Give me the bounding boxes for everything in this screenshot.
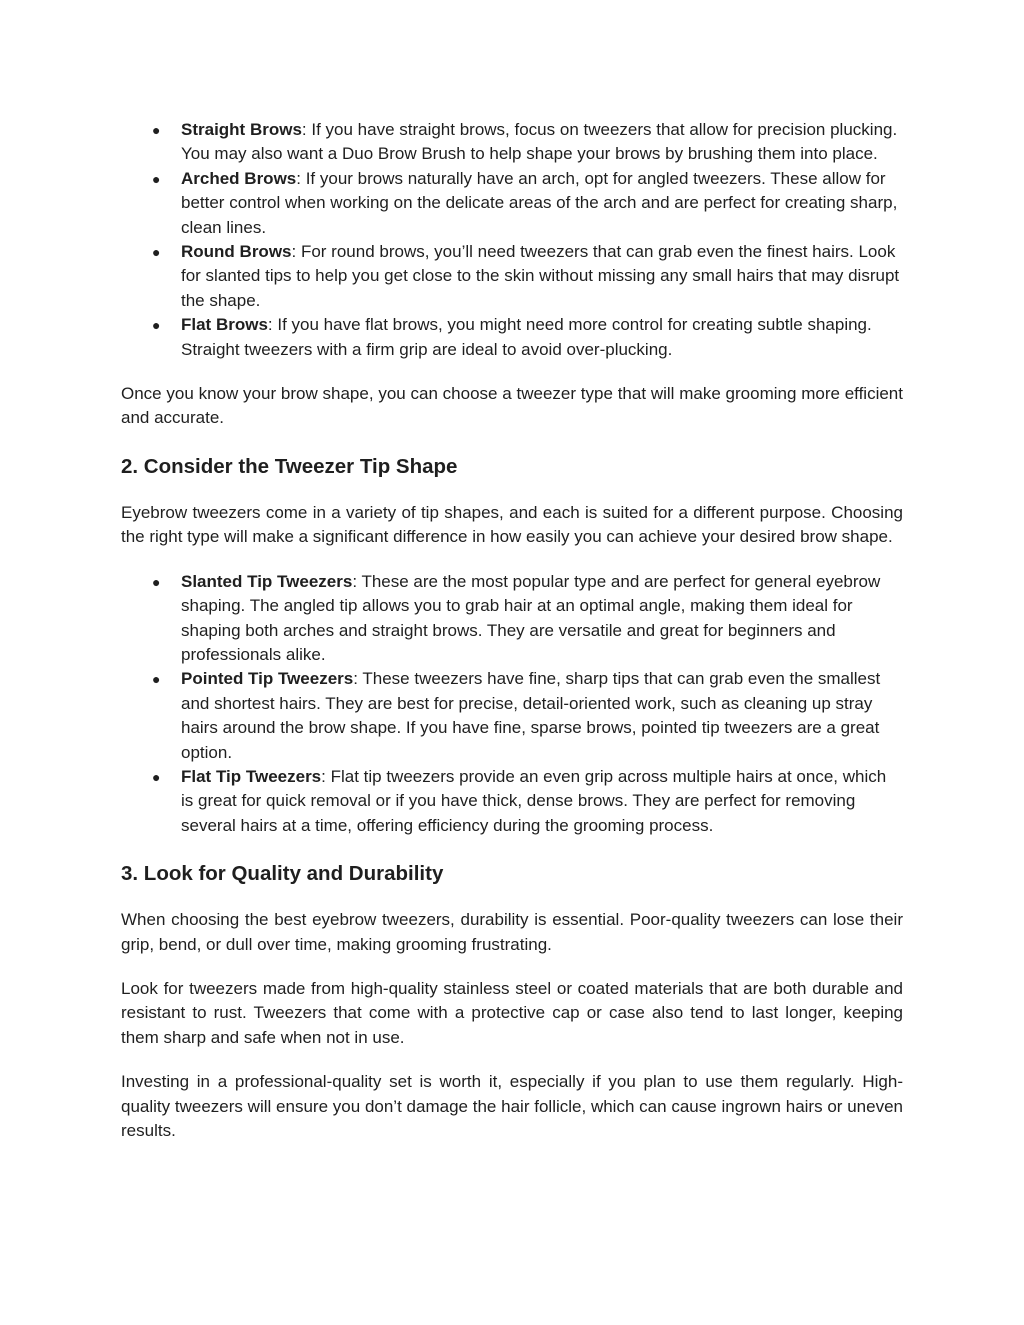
list-item-term: Straight Brows xyxy=(181,120,302,139)
list-item-term: Arched Brows xyxy=(181,168,297,188)
list-item-text: : These are the most popular type and are perfect for general eyebrow shaping. The angled tip allows you to grab hair at an optimal angle, making them ideal for shaping both arches and straight brows. They are versatile and great for beginners and professionals alike. xyxy=(181,571,881,664)
list-item-term: Flat Brows xyxy=(181,315,268,335)
list-item-text: : If you have straight brows, focus on tweezers that allow for precision plucking. You may also want a Duo Brow Brush to help shape your brows by brushing them into place. xyxy=(181,120,898,164)
bullet-icon: ● xyxy=(152,170,161,187)
list-item xyxy=(121,167,903,240)
list-item-text: : These tweezers have fine, sharp tips that can grab even the smallest and shortest hairs. They are best for precise, detail-oriented work, such as cleaning up stray hairs around the brow shape. If you have fine, sparse brows, pointed tip tweezers are a great option. xyxy=(181,669,881,762)
bullet-icon: ● xyxy=(152,573,161,590)
list-item-term: Flat Tip Tweezers xyxy=(181,766,322,786)
list-item-text: : If you have flat brows, you might need more control for creating subtle shaping. Straight tweezers with a firm grip are ideal to avoid over-plucking. xyxy=(181,315,872,359)
tip-shape-list xyxy=(121,570,903,838)
list-item-text: : For round brows, you’ll need tweezers that can grab even the finest hairs. Look for slanted tips to help you get close to the skin without missing any small hairs that may disrupt the shape. xyxy=(181,242,900,310)
document-page xyxy=(121,118,903,1143)
quality-paragraph: When choosing the best eyebrow tweezers, durability is essential. Poor-quality tweezers can lose their grip, bend, or dull over time, making grooming frustrating. xyxy=(121,910,903,954)
bullet-icon: ● xyxy=(152,671,161,688)
brow-shape-list xyxy=(121,118,903,362)
section-heading-quality: 3. Look for Quality and Durability xyxy=(121,862,444,886)
list-item xyxy=(121,240,903,313)
list-item xyxy=(121,118,903,167)
bullet-icon: ● xyxy=(152,317,161,334)
list-item xyxy=(121,313,903,362)
list-item-term: Slanted Tip Tweezers xyxy=(181,571,353,591)
quality-paragraph: Investing in a professional-quality set is worth it, especially if you plan to use them regularly. High-quality tweezers will ensure you don’t damage the hair follicle, which can cause ingrown hairs or uneven results. xyxy=(121,1072,903,1140)
bullet-icon: ● xyxy=(152,244,161,261)
list-item-term: Pointed Tip Tweezers xyxy=(181,669,354,689)
tip-shape-intro: Eyebrow tweezers come in a variety of tip shapes, and each is suited for a different purpose. Choosing the right type will make a significant difference in how easily you can achieve your desired brow shape. xyxy=(121,502,903,547)
list-item xyxy=(121,765,903,838)
bullet-icon: ● xyxy=(152,768,161,785)
list-item-text: : If your brows naturally have an arch, opt for angled tweezers. These allow for better control when working on the delicate areas of the arch and are perfect for creating sharp, clean lines. xyxy=(181,168,898,237)
list-item-term: Round Brows xyxy=(181,242,292,262)
section-heading-tip-shape: 2. Consider the Tweezer Tip Shape xyxy=(121,454,458,478)
brow-shape-summary: Once you know your brow shape, you can choose a tweezer type that will make grooming more efficient and accurate. xyxy=(121,384,903,428)
quality-paragraph: Look for tweezers made from high-quality stainless steel or coated materials that are both durable and resistant to rust. Tweezers that come with a protective cap or case also tend to last longer, keeping them sharp and safe when not in use. xyxy=(121,978,903,1047)
list-item xyxy=(121,570,903,668)
list-item xyxy=(121,667,903,765)
bullet-icon: ● xyxy=(152,122,161,138)
list-item-text: : Flat tip tweezers provide an even grip across multiple hairs at once, which is great for quick removal or if you have thick, dense brows. They are perfect for removing several hairs at a time, offering efficiency during the grooming process. xyxy=(181,766,887,835)
